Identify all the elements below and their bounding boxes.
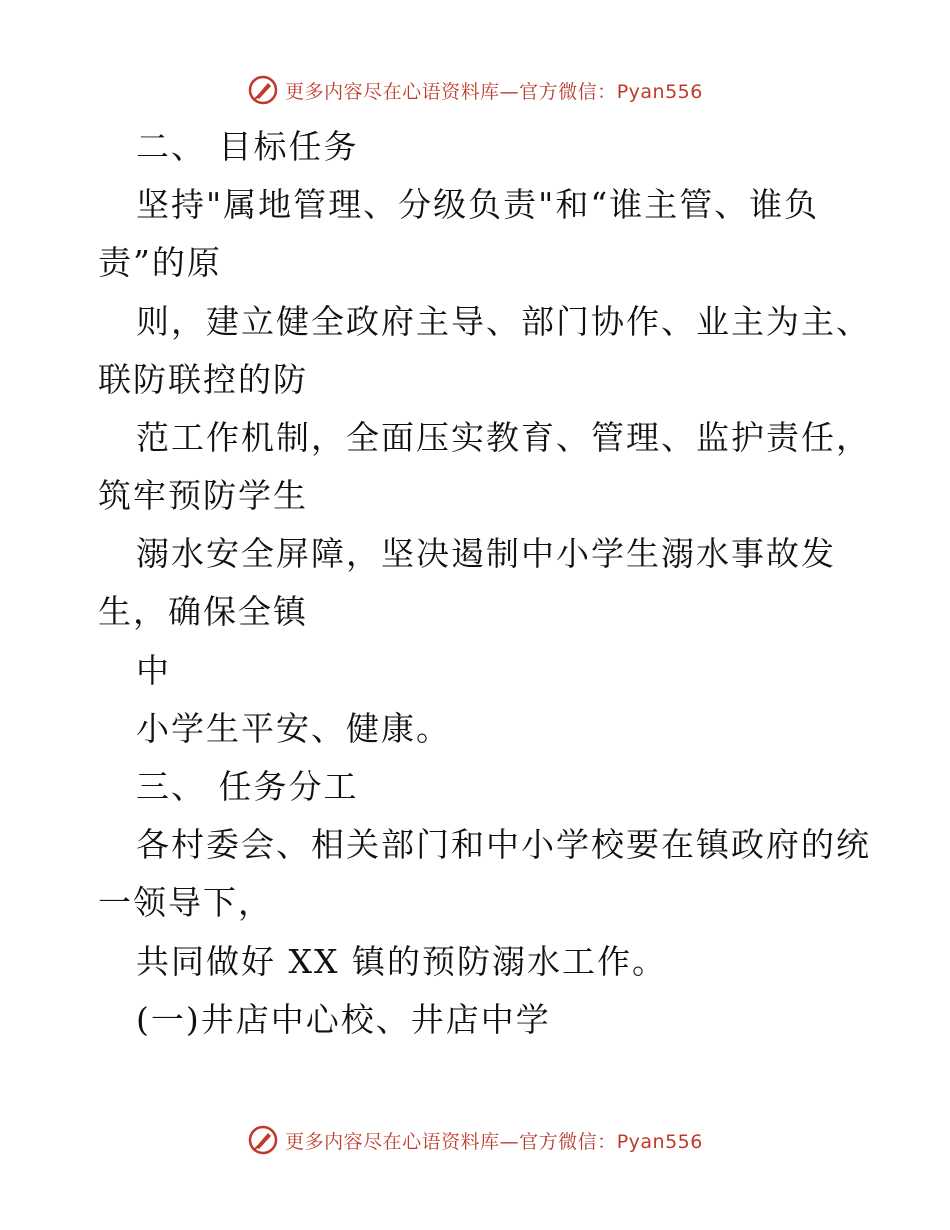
paragraph-line: 范工作机制，全面压实教育、管理、监护责任， xyxy=(136,418,871,457)
quill-pen-logo-icon xyxy=(247,1124,279,1156)
subsection-heading: (一)井店中心校、井店中学 xyxy=(136,1000,551,1039)
paragraph-line: 小学生平安、健康。 xyxy=(136,709,451,748)
paragraph-line: 溺水安全屏障，坚决遏制中小学生溺水事故发 xyxy=(136,534,836,573)
paragraph-line: 责”的原 xyxy=(98,243,222,282)
paragraph-line: 一领导下， xyxy=(98,883,273,922)
watermark-banner-top xyxy=(0,70,950,110)
quill-pen-logo-icon xyxy=(247,74,279,106)
watermark-text: 更多内容尽在心语资料库—官方微信：Pyan556 xyxy=(285,1130,703,1153)
watermark-text: 更多内容尽在心语资料库—官方微信：Pyan556 xyxy=(285,80,703,103)
watermark-banner-bottom xyxy=(0,1120,950,1160)
paragraph-line: 各村委会、相关部门和中小学校要在镇政府的统 xyxy=(136,825,871,864)
paragraph-line: 生，确保全镇 xyxy=(98,592,308,631)
paragraph-line: 则，建立健全政府主导、部门协作、业主为主、 xyxy=(136,302,871,341)
paragraph-line: 联防联控的防 xyxy=(98,360,308,399)
paragraph-line: 中 xyxy=(136,651,171,690)
section-heading: 三、 任务分工 xyxy=(136,767,359,806)
paragraph-line: 共同做好 XX 镇的预防溺水工作。 xyxy=(136,942,667,981)
paragraph-line: 筑牢预防学生 xyxy=(98,476,308,515)
paragraph-line: 坚持"属地管理、分级负责"和“谁主管、谁负 xyxy=(136,185,820,224)
section-heading: 二、 目标任务 xyxy=(136,127,359,166)
